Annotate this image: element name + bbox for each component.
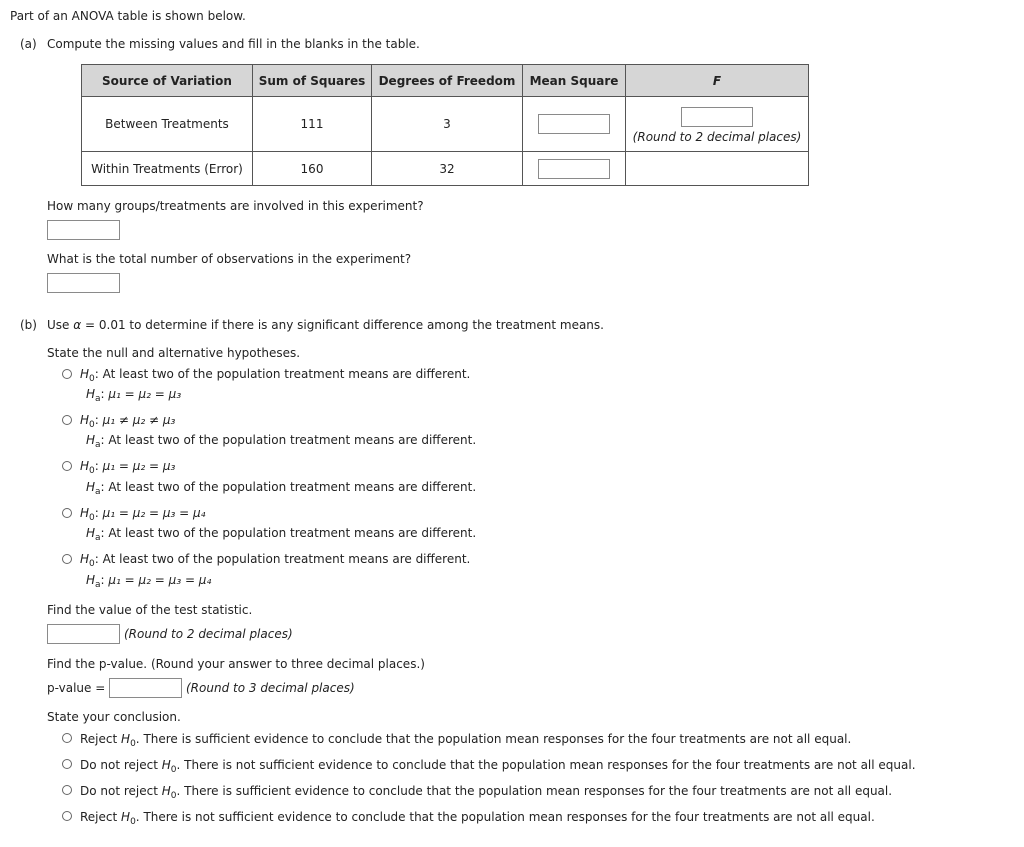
ha-subscript: a (95, 440, 101, 450)
h0-symbol: H (80, 552, 90, 566)
conclusion-rest: There is sufficient evidence to conclude that the population mean responses for the four treatments are not all equal. (143, 732, 852, 746)
header-source: Source of Variation (82, 65, 253, 97)
between-f-cell (626, 97, 809, 152)
conclusion-option-4-text: Reject $H_0$. There is not sufficient evidence to conclude that the population mean responses for the four treatments are not all equal. (80, 810, 875, 827)
conclusion-rest: There is sufficient evidence to conclude that the population mean responses for the four treatments are not all equal. (184, 784, 893, 798)
observations-question: What is the total number of observations in the experiment? (47, 252, 412, 266)
header-df: Degrees of Freedom (372, 65, 523, 97)
h0-subscript: 0 (89, 420, 95, 430)
h0-subscript: 0 (170, 765, 177, 775)
pvalue-hint: (Round to 3 decimal places) (186, 681, 355, 695)
conclusion-rest: There is not sufficient evidence to conclude that the population mean responses for the four treatments are not all equal. (143, 810, 875, 824)
h0-subscript: 0 (130, 817, 136, 827)
hypothesis-option-3-ha (86, 480, 476, 497)
conclusion-lead: Reject (80, 732, 118, 746)
colon: : (100, 433, 105, 447)
groups-input[interactable] (47, 220, 120, 240)
hypothesis-option-2-radio[interactable] (62, 415, 72, 425)
test-statistic-hint: (Round to 2 decimal places) (124, 627, 293, 641)
conclusion-option-1-radio[interactable] (62, 733, 72, 743)
h0-statement: At least two of the population treatment means are different. (102, 552, 471, 566)
hypothesis-option-1-ha (86, 387, 181, 404)
between-ss: 111 (253, 97, 372, 152)
colon: : (94, 367, 99, 381)
h0-subscript: 0 (89, 466, 95, 476)
ha-symbol: H (86, 387, 96, 401)
pvalue-prompt: Find the p-value. (Round your answer to three decimal places.) (47, 657, 425, 671)
ha-symbol: H (86, 526, 96, 540)
table-row-within (82, 152, 809, 186)
ha-statement: At least two of the population treatment means are different. (108, 480, 477, 494)
part-b-text (47, 318, 604, 332)
conclusion-rest: There is not sufficient evidence to conclude that the population mean responses for the four treatments are not all equal. (184, 758, 916, 772)
conclusion-option-1-text: Reject $H_0$. There is sufficient evidence to conclude that the population mean responses for the four treatments are not all equal. (80, 732, 852, 749)
ha-symbol: H (86, 433, 96, 447)
within-f-cell (626, 152, 809, 186)
ha-subscript: a (95, 394, 101, 404)
conclusion-lead: Reject (80, 810, 118, 824)
table-row-between (82, 97, 809, 152)
ha-statement: μ₁ = μ₂ = μ₃ (108, 387, 182, 401)
between-source: Between Treatments (82, 97, 253, 152)
conclusion-lead: Do not reject (80, 758, 158, 772)
h0-subscript: 0 (89, 513, 95, 523)
h0-statement: At least two of the population treatment means are different. (102, 367, 471, 381)
part-b-text-suffix: = 0.01 to determine if there is any significant difference among the treatment means. (85, 318, 604, 332)
within-ms-input[interactable] (538, 159, 610, 179)
conclusion-lead: Do not reject (80, 784, 158, 798)
ha-symbol: H (86, 573, 96, 587)
colon: : (94, 552, 99, 566)
test-statistic-input[interactable] (47, 624, 120, 644)
h0-subscript: 0 (89, 559, 95, 569)
ha-statement: μ₁ = μ₂ = μ₃ = μ₄ (108, 573, 212, 587)
hypothesis-option-2-h0 (80, 413, 175, 430)
groups-question: How many groups/treatments are involved in this experiment? (47, 199, 424, 213)
h0-subscript: 0 (89, 374, 95, 384)
hypothesis-option-1-radio[interactable] (62, 369, 72, 379)
ha-symbol: H (86, 480, 96, 494)
colon: : (100, 480, 105, 494)
h0-symbol: H (121, 810, 131, 824)
h0-statement: μ₁ ≠ μ₂ ≠ μ₃ (102, 413, 176, 427)
ha-subscript: a (95, 580, 101, 590)
h0-symbol: H (80, 367, 90, 381)
part-a-text: Compute the missing values and fill in the blanks in the table. (47, 37, 420, 51)
h0-symbol: H (121, 732, 131, 746)
within-ss: 160 (253, 152, 372, 186)
part-b-text-prefix: Use (47, 318, 70, 332)
conclusion-option-2-text: Do not reject $H_0$. There is not sufficient evidence to conclude that the population mean responses for the four treatments are not all equal. (80, 758, 916, 775)
h0-subscript: 0 (130, 739, 136, 749)
ha-statement: At least two of the population treatment means are different. (108, 526, 477, 540)
hypothesis-option-4-h0 (80, 506, 205, 523)
h0-symbol: H (80, 413, 90, 427)
hypothesis-option-1-h0 (80, 367, 470, 384)
part-b-label: (b) (20, 318, 37, 332)
colon: : (100, 573, 105, 587)
conclusion-option-3-text: Do not reject $H_0$. There is sufficient evidence to conclude that the population mean responses for the four treatments are not all equal. (80, 784, 893, 801)
h0-symbol: H (161, 758, 171, 772)
f-round-hint: (Round to 2 decimal places) (632, 129, 802, 144)
h0-subscript: 0 (170, 791, 177, 801)
conclusion-prompt: State your conclusion. (47, 710, 181, 724)
hypothesis-option-3-h0 (80, 459, 175, 476)
colon: : (94, 459, 99, 473)
conclusion-option-3-radio[interactable] (62, 785, 72, 795)
header-ms: Mean Square (523, 65, 626, 97)
hypothesis-option-4-radio[interactable] (62, 508, 72, 518)
within-ms-cell (523, 152, 626, 186)
ha-statement: At least two of the population treatment means are different. (108, 433, 477, 447)
test-statistic-prompt: Find the value of the test statistic. (47, 603, 253, 617)
within-source: Within Treatments (Error) (82, 152, 253, 186)
colon: : (94, 506, 99, 520)
hypothesis-option-5-radio[interactable] (62, 554, 72, 564)
between-ms-cell (523, 97, 626, 152)
alpha-symbol: α (73, 318, 82, 332)
header-ss: Sum of Squares (253, 65, 372, 97)
hypothesis-option-4-ha (86, 526, 476, 543)
conclusion-option-2-radio[interactable] (62, 759, 72, 769)
hypothesis-option-2-ha (86, 433, 476, 450)
hypothesis-option-3-radio[interactable] (62, 461, 72, 471)
pvalue-input[interactable] (109, 678, 182, 698)
conclusion-option-4-radio[interactable] (62, 811, 72, 821)
h0-statement: μ₁ = μ₂ = μ₃ (102, 459, 176, 473)
hypothesis-option-5-h0 (80, 552, 470, 569)
hypothesis-option-5-ha (86, 573, 211, 590)
hypotheses-prompt: State the null and alternative hypotheses. (47, 346, 301, 360)
colon: : (94, 413, 99, 427)
anova-header-row (82, 65, 809, 97)
within-df: 32 (372, 152, 523, 186)
h0-symbol: H (80, 506, 90, 520)
header-f: F (626, 65, 809, 97)
pvalue-label: p-value = (47, 681, 106, 695)
between-ms-input[interactable] (538, 114, 610, 134)
between-df: 3 (372, 97, 523, 152)
colon: : (100, 387, 105, 401)
anova-table (81, 64, 809, 186)
ha-subscript: a (95, 533, 101, 543)
h0-symbol: H (80, 459, 90, 473)
intro-text: Part of an ANOVA table is shown below. (10, 9, 246, 23)
h0-symbol: H (161, 784, 171, 798)
ha-subscript: a (95, 487, 101, 497)
colon: : (100, 526, 105, 540)
observations-input[interactable] (47, 273, 120, 293)
f-input[interactable] (681, 107, 753, 127)
part-a-label: (a) (20, 37, 37, 51)
h0-statement: μ₁ = μ₂ = μ₃ = μ₄ (102, 506, 206, 520)
